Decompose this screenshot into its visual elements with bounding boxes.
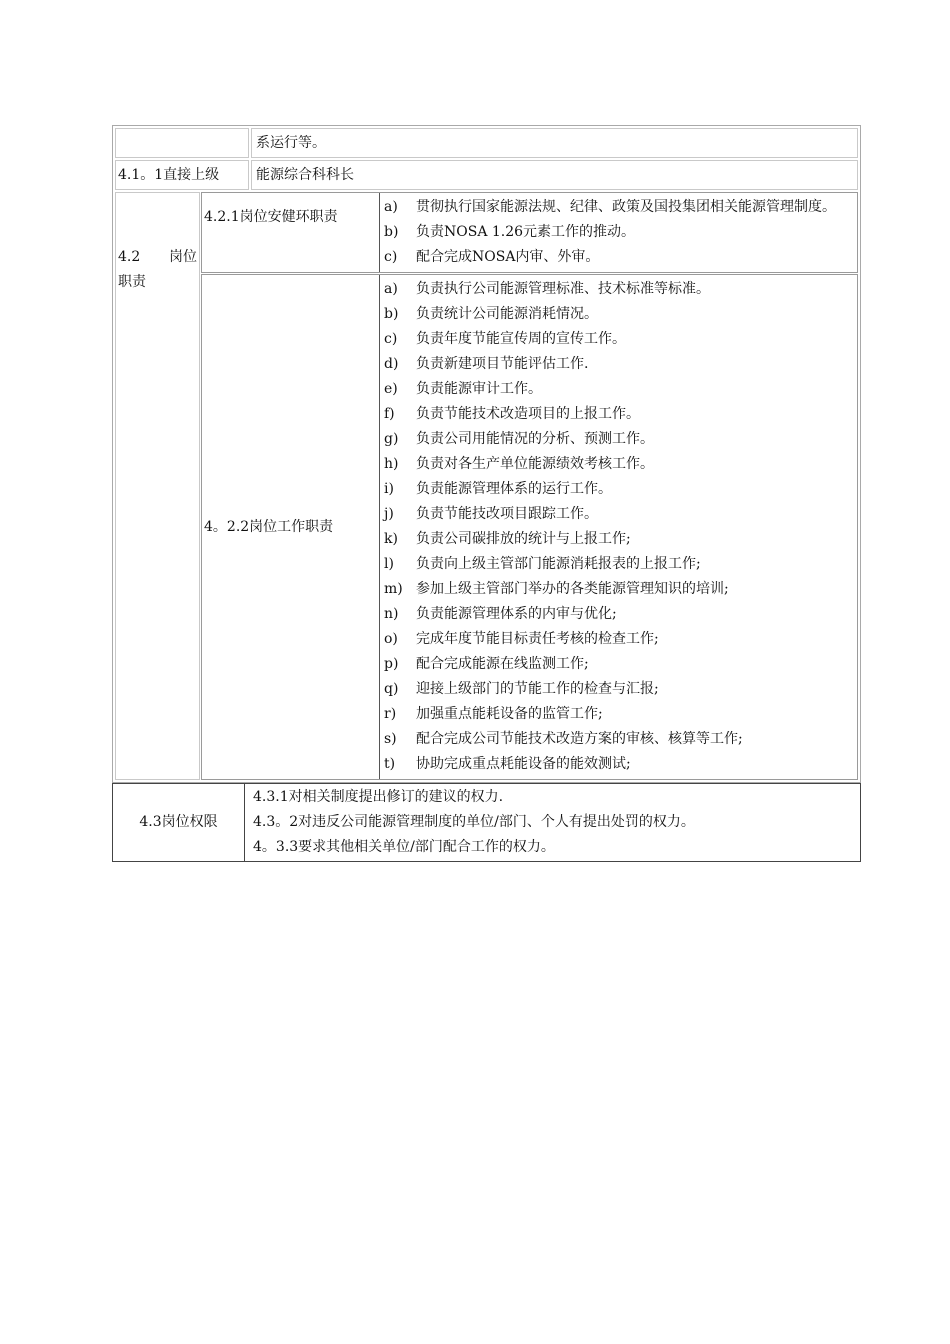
list-item [384, 577, 855, 602]
list-item [384, 602, 855, 627]
list-item-text: 负责新建项目节能评估工作. [416, 356, 589, 372]
list-item-text: 负责能源管理体系的运行工作。 [416, 481, 612, 497]
list-item-text: 协助完成重点耗能设备的能效测试; [416, 756, 631, 772]
table-row-supervisor [114, 159, 859, 191]
list-item-text: 负责能源管理体系的内审与优化; [416, 606, 617, 622]
list-item-marker: p) [384, 656, 399, 672]
responsibility-table [112, 125, 861, 862]
list-item-marker: n) [384, 606, 399, 622]
list-item-marker: t) [384, 756, 396, 772]
list-item [384, 677, 855, 702]
list-item-text: 迎接上级部门的节能工作的检查与汇报; [416, 681, 659, 697]
list-item [384, 652, 855, 677]
list-item [384, 195, 855, 220]
list-item [384, 427, 855, 452]
section-4-2-title-a: 岗位 [169, 249, 197, 265]
list-item [384, 277, 855, 302]
list-item-marker: s) [384, 731, 397, 747]
list-item-marker: c) [384, 331, 398, 347]
section-4-2-title-b: 职责 [118, 274, 146, 290]
subsection-4-2-2-label: 4。2.2岗位工作职责 [202, 275, 380, 779]
supervisor-label: 4.1。1直接上级 [115, 160, 249, 190]
list-item-marker: m) [384, 581, 403, 597]
list-item-text: 负责向上级主管部门能源消耗报表的上报工作; [416, 556, 701, 572]
list-item [384, 502, 855, 527]
list-item [384, 477, 855, 502]
list-item [384, 702, 855, 727]
section-4-3-label: 4.3岗位权限 [113, 784, 245, 861]
list-item-text: 负责节能技改项目跟踪工作。 [416, 506, 598, 522]
list-item-marker: e) [384, 381, 398, 397]
list-item-text: 负责执行公司能源管理标准、技术标准等标准。 [416, 281, 710, 297]
list-item-marker: b) [384, 224, 399, 240]
list-item [384, 527, 855, 552]
subsection-4-2-1-label: 4.2.1岗位安健环职责 [202, 193, 380, 272]
list-item-marker: l) [384, 556, 394, 572]
authority-line: 4.3.1对相关制度提出修订的建议的权力. [253, 789, 504, 805]
list-item-text: 完成年度节能目标责任考核的检查工作; [416, 631, 659, 647]
list-item [384, 627, 855, 652]
list-item-marker: d) [384, 356, 399, 372]
authority-line: 4。3.3要求其他相关单位/部门配合工作的权力。 [253, 839, 555, 855]
list-item [384, 377, 855, 402]
list-item [384, 727, 855, 752]
list-item-text: 配合完成公司节能技术改造方案的审核、核算等工作; [416, 731, 743, 747]
list-item-marker: g) [384, 431, 399, 447]
section-4-2-number: 4.2 [118, 249, 141, 265]
list-item [384, 327, 855, 352]
list-item-marker: i) [384, 481, 394, 497]
subsection-4-2-1-list [380, 193, 857, 272]
list-item-text: 负责NOSA 1.26元素工作的推动。 [416, 224, 636, 240]
list-item-marker: a) [384, 281, 398, 297]
continuation-left-cell [115, 128, 249, 158]
list-item-marker: c) [384, 249, 398, 265]
section-4-2-subsections [201, 191, 859, 781]
list-item-marker: k) [384, 531, 398, 547]
list-item-text: 负责节能技术改造项目的上报工作。 [416, 406, 640, 422]
table-row-continuation [114, 127, 859, 159]
list-item-text: 负责公司碳排放的统计与上报工作; [416, 531, 631, 547]
authority-line: 4.3。2对违反公司能源管理制度的单位/部门、个人有提出处罚的权力。 [253, 814, 695, 830]
list-item [384, 220, 855, 245]
list-item-marker: o) [384, 631, 398, 647]
list-item-text: 负责统计公司能源消耗情况。 [416, 306, 598, 322]
list-item-marker: b) [384, 306, 399, 322]
subsection-4-2-2 [201, 274, 858, 780]
list-item-marker: r) [384, 706, 397, 722]
list-item [384, 752, 855, 777]
list-item-text: 配合完成NOSA内审、外审。 [416, 249, 600, 265]
list-item [384, 452, 855, 477]
list-item [384, 552, 855, 577]
list-item-text: 配合完成能源在线监测工作; [416, 656, 589, 672]
list-item-marker: f) [384, 406, 395, 422]
section-4-2-label [115, 192, 200, 780]
table-upper-block [112, 125, 861, 783]
supervisor-value: 能源综合科科长 [251, 160, 858, 190]
list-item-text: 参加上级主管部门举办的各类能源管理知识的培训; [416, 581, 729, 597]
list-item-text: 负责公司用能情况的分析、预测工作。 [416, 431, 654, 447]
subsection-4-2-2-list [380, 275, 857, 779]
list-item-marker: q) [384, 681, 399, 697]
list-item [384, 302, 855, 327]
list-item-marker: h) [384, 456, 399, 472]
continuation-right-cell: 系运行等。 [251, 128, 858, 158]
list-item-marker: j) [384, 506, 394, 522]
section-4-3 [112, 783, 861, 862]
list-item-text: 贯彻执行国家能源法规、纪律、政策及国投集团相关能源管理制度。 [416, 199, 836, 215]
list-item-text: 负责对各生产单位能源绩效考核工作。 [416, 456, 654, 472]
list-item-text: 加强重点能耗设备的监管工作; [416, 706, 603, 722]
section-4-3-lines [245, 784, 860, 861]
list-item [384, 352, 855, 377]
list-item [384, 402, 855, 427]
list-item-text: 负责能源审计工作。 [416, 381, 542, 397]
subsection-4-2-1 [201, 192, 858, 273]
list-item-text: 负责年度节能宣传周的宣传工作。 [416, 331, 626, 347]
list-item [384, 245, 855, 270]
list-item-marker: a) [384, 199, 398, 215]
section-4-2 [114, 191, 859, 781]
